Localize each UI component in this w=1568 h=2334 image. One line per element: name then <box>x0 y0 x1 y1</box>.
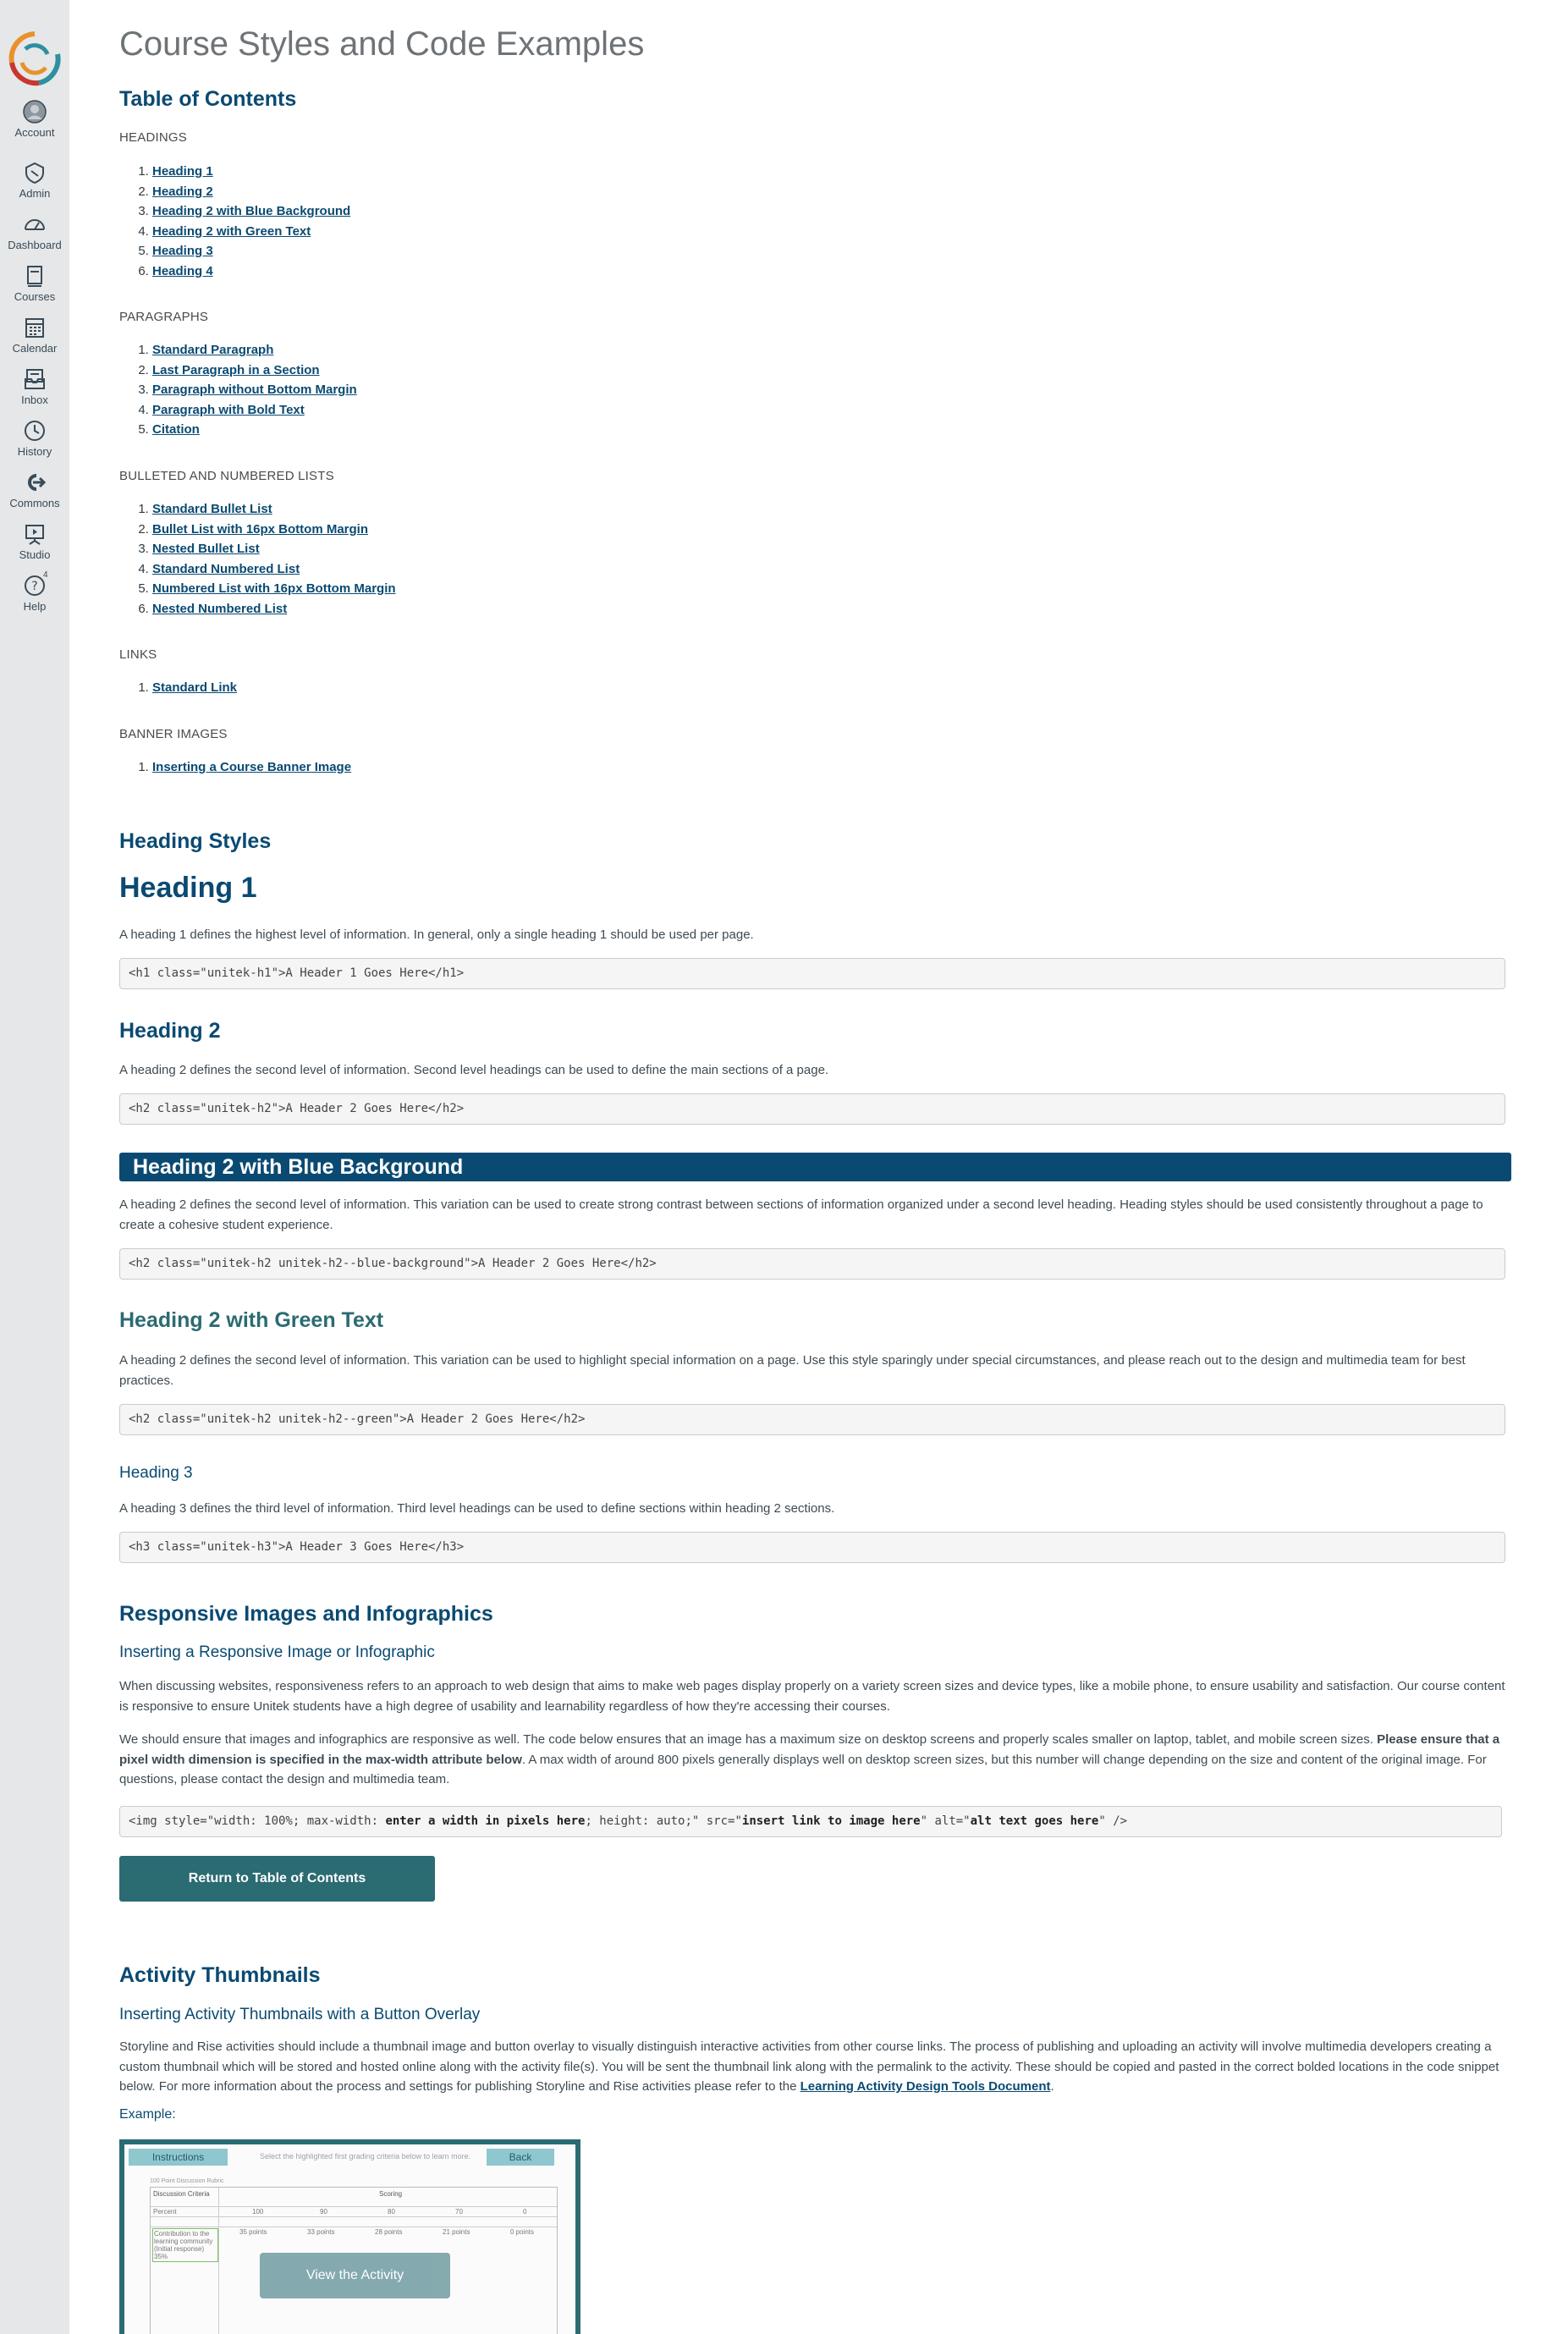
thumb-caption: 100 Point Discussion Rubric <box>150 2178 224 2184</box>
text-run: . A max width of around 800 pixels generally displays well on desktop screen sizes, but this number will change depending on the size and content of the original image. For questions, please contact the design and multimedia team. <box>119 1752 1487 1786</box>
toc-list-paragraphs <box>119 340 357 440</box>
admin-icon <box>23 161 47 184</box>
heading-1-text: A heading 1 defines the highest level of information. In general, only a single heading 1 should be used per page. <box>119 928 754 942</box>
thumb-hint: Select the highlighted first grading criteria below to learn more. <box>260 2152 471 2161</box>
svg-text:?: ? <box>31 580 38 593</box>
toc-link[interactable]: Heading 2 with Green Text <box>152 223 311 239</box>
toc-link[interactable]: Standard Numbered List <box>152 561 300 576</box>
list-item <box>152 222 350 242</box>
nav-label: Dashboard <box>8 239 62 251</box>
example-label: Example: <box>119 2107 176 2122</box>
toc-link[interactable]: Heading 3 <box>152 244 213 258</box>
activity-paragraph <box>119 2037 1511 2097</box>
nav-inbox[interactable] <box>0 367 69 406</box>
nav-label: Account <box>14 126 55 139</box>
list-item <box>152 361 357 381</box>
thumb-col: 70 <box>455 2208 463 2216</box>
code-bold-part: alt text goes here <box>970 1814 1099 1828</box>
nav-label: Admin <box>19 187 51 200</box>
heading-2-blue-sample: Heading 2 with Blue Background <box>119 1153 1511 1181</box>
history-icon <box>23 419 47 443</box>
commons-icon <box>23 471 47 494</box>
toc-link[interactable]: Paragraph with Bold Text <box>152 402 305 417</box>
heading-2-text: A heading 2 defines the second level of information. Second level headings can be used to define the main sections of a page. <box>119 1063 829 1077</box>
nav-label: Inbox <box>21 394 48 406</box>
code-snippet[interactable]: <h2 class="unitek-h2">A Header 2 Goes Here</h2> <box>119 1093 1505 1125</box>
activity-title: Activity Thumbnails <box>119 1963 321 1987</box>
code-snippet[interactable] <box>119 1806 1502 1837</box>
nav-label: Commons <box>9 497 60 509</box>
nav-help[interactable] <box>0 570 69 613</box>
page-title: Course Styles and Code Examples <box>119 25 645 63</box>
activity-subtitle: Inserting Activity Thumbnails with a Button Overlay <box>119 2006 481 2023</box>
thumb-col: 100 <box>252 2208 264 2216</box>
nav-admin[interactable] <box>0 161 69 200</box>
list-item <box>152 182 350 202</box>
list-item <box>152 400 357 421</box>
code-snippet[interactable]: <h3 class="unitek-h3">A Header 3 Goes Here</h3> <box>119 1532 1505 1563</box>
global-nav <box>0 0 69 2334</box>
responsive-paragraph-2 <box>119 1730 1511 1790</box>
nav-dashboard[interactable] <box>0 212 69 251</box>
toc-link[interactable]: Nested Numbered List <box>152 601 288 616</box>
toc-list-banner <box>119 757 351 778</box>
text-run: . <box>1050 2079 1054 2094</box>
studio-icon <box>23 522 47 546</box>
toc-link[interactable]: Paragraph without Bottom Margin <box>152 383 357 397</box>
responsive-paragraph-1: When discussing websites, responsiveness refers to an approach to web design that aims to make web pages display properly on a variety screen sizes and device types, like a mobile phone, to ensure usability and satisfaction. Our course content is responsive to ensure Unitek students have a high degree of usability and learnability regardless of how they're accessing their courses. <box>119 1679 1505 1714</box>
toc-link[interactable]: Last Paragraph in a Section <box>152 362 320 377</box>
list-item <box>152 559 396 580</box>
thumb-col: 90 <box>320 2208 327 2216</box>
design-tools-link[interactable]: Learning Activity Design Tools Document <box>800 2079 1051 2094</box>
heading-3-text: A heading 3 defines the third level of information. Third level headings can be used to define sections within heading 2 sections. <box>119 1501 835 1516</box>
code-part: ; height: auto;" src=" <box>585 1814 742 1828</box>
thumb-points: 33 points <box>307 2228 335 2236</box>
view-activity-button[interactable]: View the Activity <box>260 2253 450 2298</box>
bold-text: Please ensure that a pixel width dimension is specified in the max-width attribute below <box>119 1732 1500 1767</box>
toc-list-headings <box>119 162 350 281</box>
calendar-icon <box>23 316 47 339</box>
courses-icon <box>23 264 47 288</box>
code-bold-part: enter a width in pixels here <box>385 1814 586 1828</box>
return-to-toc-button[interactable]: Return to Table of Contents <box>119 1856 435 1902</box>
dashboard-icon <box>23 212 47 236</box>
thumb-instructions: Instructions <box>129 2149 228 2166</box>
toc-group-label: PARAGRAPHS <box>119 310 209 324</box>
toc-link[interactable]: Standard Bullet List <box>152 502 272 516</box>
toc-link[interactable]: Standard Link <box>152 680 238 695</box>
list-item <box>152 539 396 559</box>
heading-2-green-sample: Heading 2 with Green Text <box>119 1308 384 1332</box>
code-snippet[interactable]: <h1 class="unitek-h1">A Header 1 Goes Here</h1> <box>119 958 1505 989</box>
toc-link[interactable]: Numbered List with 16px Bottom Margin <box>152 581 396 596</box>
nav-label: History <box>17 445 52 458</box>
thumb-col: 80 <box>388 2208 395 2216</box>
activity-thumbnail[interactable] <box>119 2139 580 2334</box>
thumb-points: 0 points <box>510 2228 535 2236</box>
nav-label: Calendar <box>12 342 58 355</box>
code-snippet[interactable]: <h2 class="unitek-h2 unitek-h2--blue-background">A Header 2 Goes Here</h2> <box>119 1248 1505 1280</box>
heading-1-sample: Heading 1 <box>119 872 257 904</box>
responsive-title: Responsive Images and Infographics <box>119 1602 493 1626</box>
toc-group-label: BULLETED AND NUMBERED LISTS <box>119 469 334 483</box>
thumb-criteria: Discussion Criteria <box>153 2190 210 2198</box>
code-part: " alt=" <box>920 1814 971 1828</box>
thumb-points: 21 points <box>443 2228 470 2236</box>
heading-3-sample: Heading 3 <box>119 1464 193 1482</box>
list-item <box>152 261 350 282</box>
toc-group-label: BANNER IMAGES <box>119 727 228 741</box>
toc-list-links <box>119 678 237 698</box>
list-item <box>152 380 357 400</box>
list-item <box>152 340 357 361</box>
text-run: Storyline and Rise activities should include a thumbnail image and button overlay to visually distinguish interactive activities from other course links. The process of publishing and uploading an activity will involve multimedia developers creating a custom thumbnail which will be stored and hosted online along with the activity file(s). You will be sent the thumbnail link along with the permalink to the activity. These should be copied and pasted in the correct bolded locations in the code snippet below. For more information about the process and settings for publishing Storyline and Rise activities please refer to the <box>119 2039 1499 2094</box>
list-item <box>152 420 357 440</box>
list-item <box>152 757 351 778</box>
nav-courses[interactable] <box>0 264 69 303</box>
nav-studio[interactable] <box>0 522 69 561</box>
heading-2-sample: Heading 2 <box>119 1019 221 1043</box>
heading-2-green-text: A heading 2 defines the second level of information. This variation can be used to highlight special information on a page. Use this style sparingly under special circumstances, and please reach out to the design and multimedia team for best practices. <box>119 1353 1466 1388</box>
toc-title: Table of Contents <box>119 87 297 111</box>
code-part: <img style="width: 100%; max-width: <box>129 1814 386 1828</box>
thumb-points: 28 points <box>375 2228 403 2236</box>
list-item <box>152 599 396 619</box>
toc-link[interactable]: Heading 1 <box>152 164 213 179</box>
toc-group-label: HEADINGS <box>119 130 187 145</box>
toc-link[interactable]: Heading 2 <box>152 184 213 199</box>
list-item <box>152 241 350 261</box>
thumb-percent: Percent <box>153 2208 177 2216</box>
toc-link[interactable]: Standard Paragraph <box>152 343 274 357</box>
heading-2-blue-text: A heading 2 defines the second level of information. This variation can be used to create strong contrast between sections of information organized under a second level heading. Heading styles should be used consistently throughout a page to create a cohesive student experience. <box>119 1197 1483 1232</box>
nav-calendar[interactable] <box>0 316 69 355</box>
list-item <box>152 162 350 182</box>
nav-history[interactable] <box>0 419 69 458</box>
toc-group-label: LINKS <box>119 647 157 662</box>
text-run: We should ensure that images and infographics are responsive as well. The code below ensures that an image has a maximum size on desktop screens and properly scales smaller on laptop, tablet, and mobile screen sizes. <box>119 1732 1378 1747</box>
help-badge: 4 <box>43 570 48 580</box>
nav-commons[interactable] <box>0 471 69 509</box>
list-item <box>152 520 396 540</box>
toc-link[interactable]: Bullet List with 16px Bottom Margin <box>152 521 369 537</box>
toc-link[interactable]: Inserting a Course Banner Image <box>152 760 352 774</box>
thumb-scoring: Scoring <box>379 2190 403 2198</box>
heading-styles-title: Heading Styles <box>119 829 272 853</box>
list-item <box>152 678 237 698</box>
nav-account[interactable] <box>0 98 69 151</box>
thumb-row-label: Contribution to the learning community (Initial response) 35% <box>152 2228 218 2262</box>
thumb-back: Back <box>487 2149 554 2166</box>
code-snippet[interactable]: <h2 class="unitek-h2 unitek-h2--green">A Header 2 Goes Here</h2> <box>119 1404 1505 1435</box>
toc-link[interactable]: Nested Bullet List <box>152 542 260 556</box>
thumb-points: 35 points <box>239 2228 267 2236</box>
list-item <box>152 499 396 520</box>
toc-link[interactable]: Citation <box>152 422 200 437</box>
responsive-subtitle: Inserting a Responsive Image or Infographic <box>119 1643 435 1661</box>
thumb-col: 0 <box>523 2208 527 2216</box>
inbox-icon <box>23 367 47 391</box>
unitek-logo-icon[interactable] <box>5 29 64 88</box>
toc-list-lists <box>119 499 396 619</box>
nav-label: Help <box>23 600 47 613</box>
nav-label: Studio <box>19 548 51 561</box>
nav-label: Courses <box>14 290 56 303</box>
code-bold-part: insert link to image here <box>741 1814 921 1828</box>
code-part: " /> <box>1098 1814 1128 1828</box>
toc-link[interactable]: Heading 4 <box>152 263 213 278</box>
account-icon <box>23 100 47 124</box>
toc-link[interactable]: Heading 2 with Blue Background <box>152 204 351 218</box>
list-item <box>152 201 350 222</box>
list-item <box>152 579 396 599</box>
